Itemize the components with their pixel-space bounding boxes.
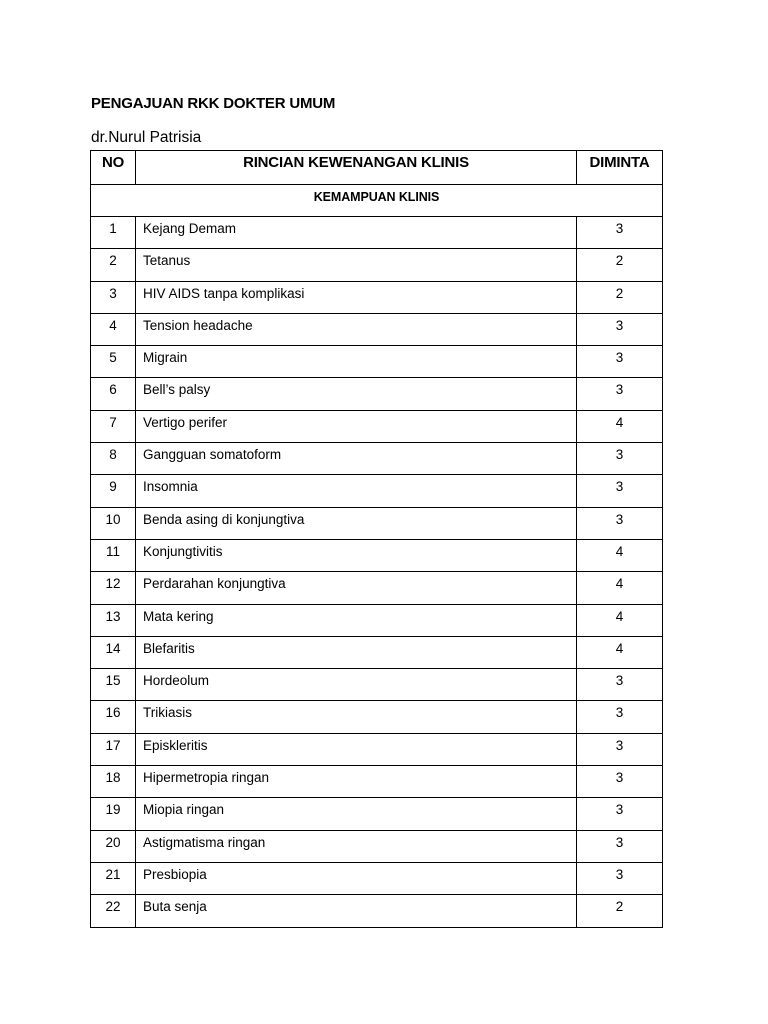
row-item: Tetanus xyxy=(136,249,577,281)
row-item: Blefaritis xyxy=(136,636,577,668)
row-item: Trikiasis xyxy=(136,701,577,733)
row-requested: 3 xyxy=(577,798,663,830)
row-requested: 3 xyxy=(577,669,663,701)
row-requested: 3 xyxy=(577,733,663,765)
row-requested: 2 xyxy=(577,895,663,927)
row-requested: 3 xyxy=(577,475,663,507)
row-item: Insomnia xyxy=(136,475,577,507)
row-item: Buta senja xyxy=(136,895,577,927)
row-number: 10 xyxy=(91,507,136,539)
row-requested: 3 xyxy=(577,217,663,249)
row-item: Episkleritis xyxy=(136,733,577,765)
table-row xyxy=(91,249,663,281)
row-requested: 4 xyxy=(577,539,663,571)
table-row xyxy=(91,443,663,475)
row-number: 11 xyxy=(91,539,136,571)
row-number: 17 xyxy=(91,733,136,765)
row-number: 20 xyxy=(91,830,136,862)
row-number: 16 xyxy=(91,701,136,733)
row-requested: 3 xyxy=(577,378,663,410)
table-row xyxy=(91,701,663,733)
clinical-authority-table xyxy=(90,150,663,928)
row-requested: 4 xyxy=(577,604,663,636)
row-item: HIV AIDS tanpa komplikasi xyxy=(136,281,577,313)
table-row xyxy=(91,313,663,345)
row-number: 3 xyxy=(91,281,136,313)
section-title: KEMAMPUAN KLINIS xyxy=(91,185,663,217)
row-item: Presbiopia xyxy=(136,862,577,894)
row-requested: 3 xyxy=(577,313,663,345)
row-requested: 2 xyxy=(577,249,663,281)
row-item: Hordeolum xyxy=(136,669,577,701)
row-number: 6 xyxy=(91,378,136,410)
row-number: 9 xyxy=(91,475,136,507)
header-row xyxy=(91,151,663,185)
section-row xyxy=(91,185,663,217)
table-row xyxy=(91,281,663,313)
table-row xyxy=(91,798,663,830)
row-item: Vertigo perifer xyxy=(136,410,577,442)
row-item: Bell’s palsy xyxy=(136,378,577,410)
row-item: Migrain xyxy=(136,346,577,378)
table-row xyxy=(91,733,663,765)
row-requested: 4 xyxy=(577,572,663,604)
row-requested: 3 xyxy=(577,346,663,378)
row-item: Benda asing di konjungtiva xyxy=(136,507,577,539)
row-requested: 3 xyxy=(577,766,663,798)
row-item: Gangguan somatoform xyxy=(136,443,577,475)
table-row xyxy=(91,830,663,862)
table-body xyxy=(91,185,663,928)
row-requested: 3 xyxy=(577,443,663,475)
row-number: 22 xyxy=(91,895,136,927)
row-number: 13 xyxy=(91,604,136,636)
row-item: Konjungtivitis xyxy=(136,539,577,571)
row-item: Perdarahan konjungtiva xyxy=(136,572,577,604)
row-item: Miopia ringan xyxy=(136,798,577,830)
table-row xyxy=(91,862,663,894)
table-row xyxy=(91,604,663,636)
row-requested: 3 xyxy=(577,701,663,733)
table-row xyxy=(91,766,663,798)
row-requested: 3 xyxy=(577,862,663,894)
row-number: 7 xyxy=(91,410,136,442)
row-number: 4 xyxy=(91,313,136,345)
doctor-name: dr.Nurul Patrisia xyxy=(91,129,202,146)
row-number: 2 xyxy=(91,249,136,281)
row-number: 19 xyxy=(91,798,136,830)
header-item: RINCIAN KEWENANGAN KLINIS xyxy=(136,151,577,185)
table-row xyxy=(91,636,663,668)
row-number: 15 xyxy=(91,669,136,701)
row-item: Astigmatisma ringan xyxy=(136,830,577,862)
table-row xyxy=(91,346,663,378)
table-row xyxy=(91,539,663,571)
row-requested: 4 xyxy=(577,636,663,668)
row-requested: 2 xyxy=(577,281,663,313)
header-no: NO xyxy=(91,151,136,185)
row-number: 1 xyxy=(91,217,136,249)
table-row xyxy=(91,669,663,701)
table-row xyxy=(91,378,663,410)
row-number: 12 xyxy=(91,572,136,604)
header-requested: DIMINTA xyxy=(577,151,663,185)
row-requested: 3 xyxy=(577,830,663,862)
table-header xyxy=(91,151,663,185)
table-row xyxy=(91,572,663,604)
table-row xyxy=(91,410,663,442)
row-item: Tension headache xyxy=(136,313,577,345)
table-row xyxy=(91,217,663,249)
row-number: 21 xyxy=(91,862,136,894)
row-item: Kejang Demam xyxy=(136,217,577,249)
row-number: 8 xyxy=(91,443,136,475)
table-row xyxy=(91,475,663,507)
row-number: 5 xyxy=(91,346,136,378)
row-number: 14 xyxy=(91,636,136,668)
row-number: 18 xyxy=(91,766,136,798)
row-item: Mata kering xyxy=(136,604,577,636)
row-requested: 3 xyxy=(577,507,663,539)
document-title: PENGAJUAN RKK DOKTER UMUM xyxy=(91,95,336,112)
row-requested: 4 xyxy=(577,410,663,442)
table-row xyxy=(91,895,663,927)
row-item: Hipermetropia ringan xyxy=(136,766,577,798)
table-row xyxy=(91,507,663,539)
